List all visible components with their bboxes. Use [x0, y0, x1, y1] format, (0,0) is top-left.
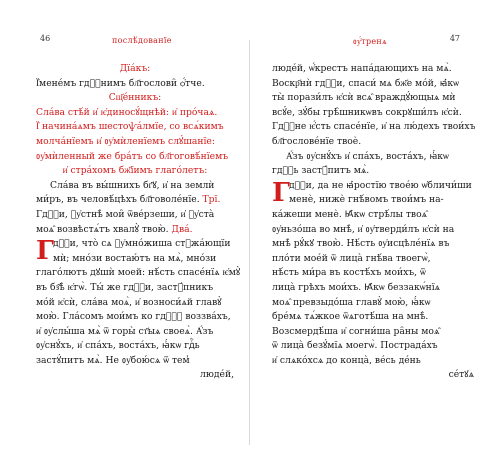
- rubric: Два́.: [171, 223, 193, 235]
- text-line: застꙋ́питъ мѧ̀. Не ᲂу҆бою́сѧ ѿ тем̾: [36, 354, 190, 366]
- text-line: мою̀. Гла́сомъ мои́мъ ко гдⷭ҇ꙋ воззва́хъ,: [36, 311, 231, 323]
- drop-cap: Г: [272, 177, 290, 208]
- text-line: въ бз҃ѣ̀ ѥ҆гѡ̀. Ты́ же гдⷭ҇и, застꙋ́пникъ: [36, 281, 214, 293]
- right-page: [250, 0, 500, 455]
- text-line: гдⷭ҇ь застꙋ́питъ мѧ̀.: [272, 165, 370, 177]
- text-line: и҆ стра́хомъ бж҃їимъ глаго́летъ:: [62, 165, 208, 177]
- text-line: Дїа́къ:: [119, 63, 151, 74]
- text-line: Ї҆ начина́ѧмъ шестоѱа́лмїе, со всѧ́кимъ: [36, 121, 224, 133]
- text-line: Сла́ва стѣ́й и҆ ѥ҆диносꙋ́щнѣй: и҆ про́чаѧ.: [36, 106, 218, 118]
- text-line: глаго́лютъ дꙋшѝ моей: нѣ́сть спасе́нїѧ ѥ҆мꙋ̀: [36, 267, 241, 279]
- text-line: и҆ слѧко́хсѧ до конца̀, ве́сь де́нь: [272, 354, 421, 366]
- text-line: ᲂу҆снꙋ́хъ, и҆ спа́хъ, воста́хъ, ꙗ҆́кѡ гдⷭ҇ь: [36, 340, 200, 352]
- text-line: и҆ ᲂу҆слы́ша мѧ̀ ѿ горы̀ ст҃ыѧ своеѧ̀. А҆́зъ: [36, 325, 214, 337]
- text-line: ка́жеши менѐ. Ꙗ҆́кѡ стрѣ́лы твоѧ̑: [272, 208, 428, 220]
- text-line: [36, 223, 234, 238]
- text-line: пло́ти мое́й ѿ лица̀ гнѣ́ва твоегѡ̀,: [272, 252, 431, 264]
- text-line: люде́й, ѡ҆́крестъ напа́дающихъ на мѧ̀.: [272, 63, 452, 74]
- left-text-block: [36, 62, 241, 383]
- text-line: А҆́зъ ᲂу҆снꙋ́хъ и҆ спа́хъ, воста́хъ, ꙗ҆́кѡ: [286, 150, 449, 162]
- text-line: Сщ҃е́нникъ:: [108, 92, 162, 104]
- text-line: менѐ, нижѐ гнѣ́вомъ твои́мъ на-: [289, 194, 444, 206]
- text-line: Ї҆мене́мъ гдⷭ҇нимъ бл҃гослови̑ ѻ҆́тче.: [36, 77, 205, 89]
- text-line: ты̀ порази́лъ ѥ҆сѝ всѧ̑ враждꙋ́ющыѧ мѝ: [272, 92, 456, 104]
- text-line: мѝ; мно́зи востаю́тъ на мѧ̀, мно́зи: [53, 252, 217, 264]
- text-line: Воскр҃нѝ гдⷭ҇и, спаси́ мѧ бж҃е мо́й, ꙗ҆́кѡ: [272, 77, 459, 89]
- page-number-right: 47: [449, 34, 460, 43]
- page-number-left: 46: [40, 34, 51, 43]
- text-line: ᲂу҆ньзо́ша во мнѣ̀, и҆ ᲂу҆тверди́лъ ѥ҆сѝ на: [272, 223, 455, 235]
- text-line: молча́нїемъ и҆ ᲂу҆мѝленїемъ слꙋ́шанїе:: [36, 135, 215, 147]
- text-line: Возсмердѣ́ша и҆ согни́ша ра̑ны моѧ̑: [272, 325, 440, 337]
- text-line: моѧ̑ превзыдо́ша главꙋ̀ мою̀, ꙗ҆́кѡ: [272, 296, 431, 308]
- right-text-block: [272, 62, 474, 383]
- text-line: всꙋ́е, зꙋ́бы грѣ̑шникѡвъ сокрꙋши́лъ ѥ҆сѝ.: [272, 106, 462, 118]
- running-head-right: ᲂу҆́тренѧ: [353, 37, 388, 46]
- text-line: бл҃гослове́нїе твоѐ.: [272, 135, 362, 147]
- text-line: бре́мѧ тѧ́жкое ѿѧготѣ́ша на мнѣ̀.: [272, 311, 429, 323]
- rubric: Трї.: [202, 194, 221, 206]
- text-line: люде́й,: [200, 369, 234, 381]
- text-line: мнѣ̀ рꙋ́кꙋ твою̀. Нѣ́сть ᲂу҆исцѣле́нїѧ въ: [272, 238, 450, 250]
- line-text: дⷭ҇и, что̀ сѧ ᲂу҆мно́жиша стꙋжа́ющїи: [53, 238, 231, 250]
- text-line: Гдⷭ҇и, ᲂу҆стнѣ̀ мои̑ ѿве́рзеши, и҆ ᲂу҆ста̀: [36, 208, 215, 220]
- drop-cap: Г: [36, 236, 54, 267]
- line-text: ми́ръ, въ человѣ́цѣхъ бл҃говоле́нїе.: [36, 194, 203, 206]
- text-line: се́тꙋѧ: [448, 369, 474, 381]
- text-line: нѣ́сть ми́ра въ костѣ́хъ мои́хъ, ѿ: [272, 267, 426, 279]
- text-line: Сла́ва въ вы́шнихъ бг҃ꙋ, и҆ на землѝ: [50, 179, 215, 191]
- text-line: Гдⷭ҇не ѥ҆́сть спасе́нїе, и҆ на лю́дехъ твои́хъ: [272, 121, 476, 133]
- text-line: мо́й ѥ҆сѝ, сла́ва моѧ̀, и҆ возноси́ѧй главꙋ̀: [36, 296, 222, 308]
- text-line: лица̀ грѣхъ мои́хъ. Ꙗ҆́кѡ беззакѡ́нїѧ: [272, 281, 441, 293]
- line-text: моѧ̑ возвѣстѧ́тъ хвалꙋ̀ твою̀.: [36, 223, 172, 235]
- line-text: дⷭ҇и, да не ꙗ҆́ростїю твое́ю ѡ҆бличи́ши: [289, 179, 472, 191]
- text-line: ᲂу҆мѝленный же бра́тъ со бл҃гоговѣ́нїемъ: [36, 150, 229, 162]
- text-line: ѿ лица̀ безꙋ́мїѧ моегѡ̀. Пострада́хъ: [272, 340, 438, 352]
- running-head-left: послѣ́дованїе: [112, 36, 172, 45]
- text-line: [36, 193, 234, 208]
